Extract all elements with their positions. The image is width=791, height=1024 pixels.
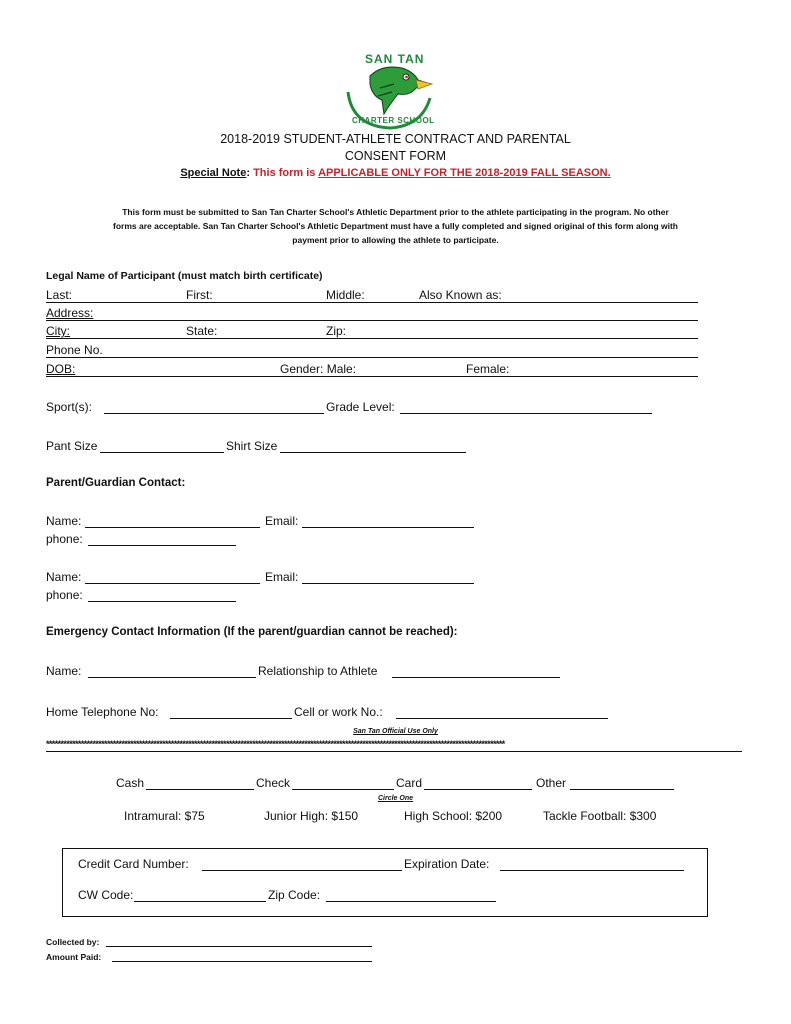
parent-heading: Parent/Guardian Contact: — [46, 477, 186, 489]
cw-code-label: CW Code: — [78, 888, 134, 902]
check-field[interactable] — [292, 789, 394, 790]
last-label: Last: — [46, 288, 73, 302]
dob-row-line — [46, 376, 698, 377]
grade-field[interactable] — [400, 413, 652, 414]
intro-line1: This form must be submitted to San Tan Charter School's Athletic Department prior to the athlete participating in the program. No other — [122, 207, 669, 217]
parent2-email-field[interactable] — [302, 583, 474, 584]
home-telephone-field[interactable] — [170, 718, 292, 719]
fee-tackle-football[interactable]: Tackle Football: $300 — [543, 809, 657, 823]
parent2-phone-field[interactable] — [88, 601, 236, 602]
circle-one-label: Circle One — [377, 795, 413, 802]
emergency-name-field[interactable] — [88, 677, 256, 678]
amount-paid-label: Amount Paid: — [46, 952, 102, 962]
cell-work-field[interactable] — [396, 718, 608, 719]
cw-code-field[interactable] — [134, 901, 266, 902]
amount-paid-field[interactable] — [112, 961, 372, 962]
emergency-name-label: Name: — [46, 664, 82, 678]
collected-by-label: Collected by: — [46, 937, 100, 947]
first-field[interactable] — [220, 288, 324, 302]
parent2-phone-label: phone: — [46, 588, 83, 602]
official-use-label: San Tan Official Use Only — [353, 728, 438, 735]
cash-field[interactable] — [146, 789, 254, 790]
intro-line2: forms are acceptable. San Tan Charter School's Athletic Department must have a fully completed and signed original of this form along with — [112, 221, 679, 231]
zip-label: Zip: — [326, 324, 347, 338]
pant-size-field[interactable] — [100, 452, 224, 453]
address-field[interactable] — [98, 306, 698, 320]
dob-field[interactable] — [80, 362, 276, 376]
special-note-colon: : — [246, 167, 251, 179]
fee-intramural[interactable]: Intramural: $75 — [124, 809, 205, 823]
special-note — [0, 167, 791, 179]
city-label: City: — [46, 324, 70, 338]
collected-by-field[interactable] — [106, 946, 372, 947]
parent1-name-field[interactable] — [85, 527, 260, 528]
state-label: State: — [186, 324, 218, 338]
state-field[interactable] — [222, 324, 322, 338]
card-label: Card — [396, 776, 423, 790]
phone-row-line — [46, 357, 698, 358]
phone-field[interactable] — [108, 343, 698, 357]
pant-size-label: Pant Size — [46, 439, 98, 453]
last-row-line — [46, 302, 698, 303]
zip-code-field[interactable] — [326, 901, 496, 902]
participant-heading: Legal Name of Participant (must match birth certificate) — [46, 270, 323, 282]
parent1-phone-field[interactable] — [88, 545, 236, 546]
parent1-email-field[interactable] — [302, 527, 474, 528]
zip-field[interactable] — [350, 324, 698, 338]
special-note-text: This form is — [250, 167, 319, 179]
relationship-label: Relationship to Athlete — [258, 664, 378, 678]
last-field[interactable] — [74, 288, 184, 302]
relationship-field[interactable] — [392, 677, 560, 678]
cc-number-label: Credit Card Number: — [78, 857, 189, 871]
other-field[interactable] — [570, 789, 674, 790]
intro-line3: payment prior to allowing the athlete to participate. — [292, 235, 499, 245]
home-telephone-label: Home Telephone No: — [46, 705, 159, 719]
middle-label: Middle: — [326, 288, 365, 302]
separator-line — [46, 751, 742, 752]
city-field[interactable] — [74, 324, 184, 338]
other-label: Other — [536, 776, 567, 790]
zip-code-label: Zip Code: — [268, 888, 321, 902]
address-row-line — [46, 320, 698, 321]
aka-field[interactable] — [508, 288, 698, 302]
check-label: Check — [256, 776, 291, 790]
special-note-emphasis: APPLICABLE ONLY FOR THE 2018-2019 FALL SEASON. — [318, 167, 611, 179]
gender-male-field[interactable] — [364, 362, 464, 376]
expiration-label: Expiration Date: — [404, 857, 490, 871]
sports-field[interactable] — [104, 413, 324, 414]
emergency-heading: Emergency Contact Information (If the parent/guardian cannot be reached): — [46, 626, 458, 638]
female-label: Female: — [466, 362, 510, 376]
phone-label: Phone No. — [46, 343, 103, 357]
gender-male-label: Gender: Male: — [280, 362, 357, 376]
parent1-email-label: Email: — [265, 514, 299, 528]
star-separator: ************************************************************************************************************************************************************** — [46, 739, 505, 749]
logo-top-text: SAN TAN — [365, 52, 425, 66]
special-note-label: Special Note — [180, 167, 247, 179]
logo-bottom-text: CHARTER SCHOOL — [352, 116, 435, 125]
parent2-name-field[interactable] — [85, 583, 260, 584]
shirt-size-field[interactable] — [280, 452, 466, 453]
parent1-name-label: Name: — [46, 514, 82, 528]
aka-label: Also Known as: — [419, 288, 502, 302]
form-title-line1: 2018-2019 STUDENT-ATHLETE CONTRACT AND PARENTAL — [220, 132, 571, 146]
parent2-name-label: Name: — [46, 570, 82, 584]
fee-high-school[interactable]: High School: $200 — [404, 809, 503, 823]
parent1-phone-label: phone: — [46, 532, 83, 546]
dob-label: DOB: — [46, 362, 76, 376]
cash-label: Cash — [116, 776, 145, 790]
fee-junior-high[interactable]: Junior High: $150 — [264, 809, 359, 823]
card-field[interactable] — [424, 789, 532, 790]
shirt-size-label: Shirt Size — [226, 439, 278, 453]
sports-label: Sport(s): — [46, 400, 93, 414]
form-title-line2: CONSENT FORM — [344, 149, 447, 163]
first-label: First: — [186, 288, 213, 302]
city-row-line — [46, 338, 698, 339]
grade-label: Grade Level: — [326, 400, 395, 414]
cc-number-field[interactable] — [202, 870, 402, 871]
cell-work-label: Cell or work No.: — [294, 705, 383, 719]
expiration-field[interactable] — [500, 870, 684, 871]
parent2-email-label: Email: — [265, 570, 299, 584]
middle-field[interactable] — [373, 288, 417, 302]
address-label: Address: — [46, 306, 94, 320]
female-field[interactable] — [514, 362, 698, 376]
